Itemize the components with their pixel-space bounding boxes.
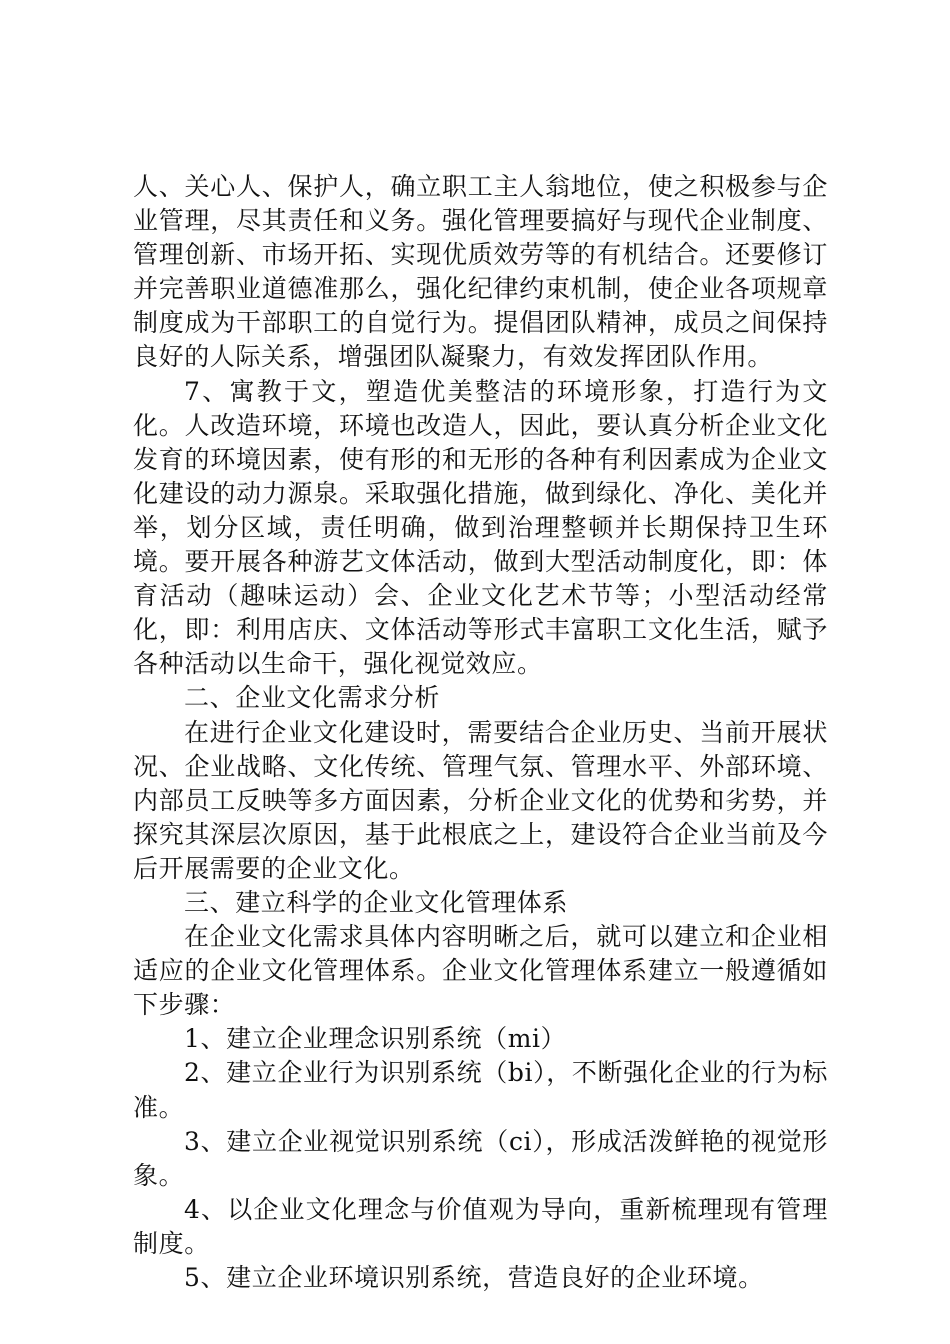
list-item-step-1: 1、建立企业理念识别系统（mi）: [184, 1024, 567, 1054]
list-item-step-5: 5、建立企业环境识别系统，营造良好的企业环境。: [184, 1263, 764, 1292]
list-item-step-4: 4、以企业文化理念与价值观为导向，重新梳理现有管理制度。: [133, 1194, 828, 1258]
paragraph-demand-analysis: 在进行企业文化建设时，需要结合企业历史、当前开展状况、企业战略、文化传统、管理气氛、管理水平、外部环境、内部员工反映等多方面因素，分析企业文化的优势和劣势，并探究其深层次原因，基于此根底之上，建设符合企业当前及今后开展需要的企业文化。: [133, 717, 828, 883]
section-heading-demand-analysis: 二、企业文化需求分析: [184, 683, 441, 713]
section-heading-management-system: 三、建立科学的企业文化管理体系: [184, 887, 569, 917]
paragraph-management-system-intro: 在企业文化需求具体内容明晰之后，就可以建立和企业相适应的企业文化管理体系。企业文化管理体系建立一般遵循如下步骤：: [133, 922, 828, 1020]
list-item-step-2: 2、建立企业行为识别系统（bi），不断强化企业的行为标准。: [133, 1058, 828, 1122]
paragraph-environment-culture: 7、寓教于文，塑造优美整洁的环境形象，打造行为文化。人改造环境，环境也改造人，因此，要认真分析企业文化发育的环境因素，使有形的和无形的各种有利因素成为企业文化建设的动力源泉。采取强化措施，做到绿化、净化、美化并举，划分区域，责任明确，做到治理整顿并长期保持卫生环境。要开展各种游艺文体活动，做到大型活动制度化，即：体育活动（趣味运动）会、企业文化艺术节等；小型活动经常化，即：利用店庆、文体活动等形式丰富职工文化生活，赋予各种活动以生命干，强化视觉效应。: [133, 376, 828, 679]
paragraph-continuation: 人、关心人、保护人，确立职工主人翁地位，使之积极参与企业管理，尽其责任和义务。强化管理要搞好与现代企业制度、管理创新、市场开拓、实现优质效劳等的有机结合。还要修订并完善职业道德准那么，强化纪律约束机制，使企业各项规章制度成为干部职工的自觉行为。提倡团队精神，成员之间保持良好的人际关系，增强团队凝聚力，有效发挥团队作用。: [133, 172, 828, 372]
document-page: [133, 170, 828, 1295]
list-item-step-3: 3、建立企业视觉识别系统（ci），形成活泼鲜艳的视觉形象。: [133, 1126, 828, 1190]
